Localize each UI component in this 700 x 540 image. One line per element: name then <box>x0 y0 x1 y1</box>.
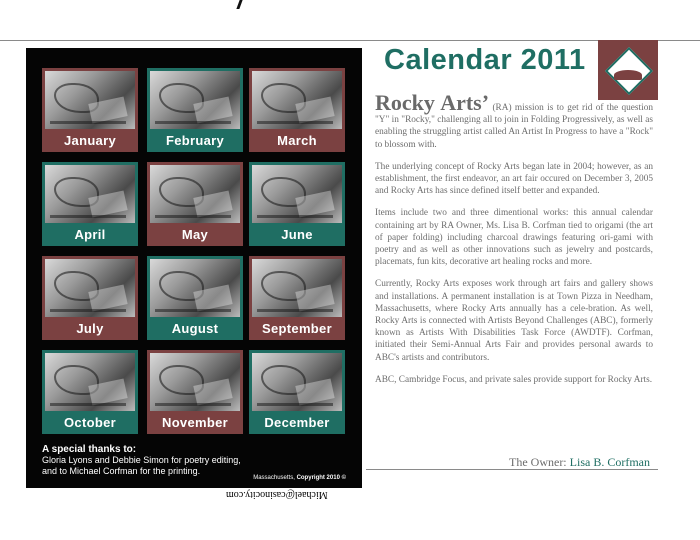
month-artwork <box>252 165 342 223</box>
top-edge-mark <box>236 0 242 9</box>
month-tile-october <box>42 350 138 434</box>
month-label: January <box>64 133 116 148</box>
paragraph-4: Currently, Rocky Arts exposes work through art fairs and gallery shows and installations. A permanent installation is at Town Pizza in Needham, Massachusetts, where Rocky Arts annually has a cele-bration. As well, Rocky Arts is connected with Artists Beyond Challenges (ABC), formerly known as Artists With Disabilities Task Force (AWDTF). Corfman, initiated their Semi-Annual Arts Fair and provides personal awards to ABC's artists and contributors. <box>375 279 653 363</box>
month-label: December <box>264 415 330 430</box>
copyright-label: Copyright 2010 © <box>296 475 346 481</box>
owner-signature <box>509 455 650 470</box>
thanks-line-2: and to Michael Corfman for the printing. <box>42 466 201 476</box>
month-tile-february <box>147 68 243 152</box>
page-title: Calendar 2011 <box>384 44 586 76</box>
month-tile-july <box>42 256 138 340</box>
artwork-shape <box>257 309 334 312</box>
month-artwork <box>45 353 135 411</box>
calendar-poster <box>26 48 362 488</box>
month-artwork <box>252 71 342 129</box>
month-label: April <box>74 227 106 242</box>
month-artwork <box>150 165 240 223</box>
artwork-shape <box>257 403 334 406</box>
top-divider <box>0 40 700 41</box>
month-artwork <box>150 71 240 129</box>
month-tile-april <box>42 162 138 246</box>
month-tile-september <box>249 256 345 340</box>
month-tile-january <box>42 68 138 152</box>
month-tile-december <box>249 350 345 434</box>
paragraph-5: ABC, Cambridge Focus, and private sales provide support for Rocky Arts. <box>375 374 653 385</box>
month-label: July <box>76 321 104 336</box>
month-label: February <box>165 133 225 148</box>
month-tile-may <box>147 162 243 246</box>
paragraph-3: Items include two and three dimentional works: this annual calendar containing art by RA Owner, Ms. Lisa B. Corfman tied to origami (the art of paper folding) including charcoal drawings featuring ori-gami with poetry and as well as other innovations such as jewelry and postcards, placemats, fun kits, decorative art healing rocks and more. <box>375 208 653 268</box>
month-artwork <box>252 259 342 317</box>
month-label: May <box>181 227 209 242</box>
month-artwork <box>252 353 342 411</box>
month-label: October <box>64 415 116 430</box>
month-label: September <box>262 321 332 336</box>
month-artwork <box>45 71 135 129</box>
month-artwork <box>150 259 240 317</box>
artwork-shape <box>50 309 127 312</box>
paragraph-mission <box>375 90 654 151</box>
month-tile-august <box>147 256 243 340</box>
copyright-note <box>253 475 346 481</box>
artwork-shape <box>50 215 127 218</box>
paragraph-2: The underlying concept of Rocky Arts began late in 2004; however, as an establishment, the first endeavor, an art fair occured on December 3, 2005 and Rocky Arts has since defined itself better and expanded. <box>375 161 653 197</box>
owner-prefix: The Owner: <box>509 455 567 469</box>
artwork-shape <box>257 215 334 218</box>
month-tile-june <box>249 162 345 246</box>
artwork-shape <box>155 215 232 218</box>
month-tile-november <box>147 350 243 434</box>
month-artwork <box>45 259 135 317</box>
artwork-shape <box>50 121 127 124</box>
rock-shape <box>614 70 642 80</box>
mission-text <box>375 90 654 396</box>
bottom-divider <box>366 469 658 470</box>
copyright-place: Massachusetts, <box>253 475 295 481</box>
month-artwork <box>150 353 240 411</box>
month-label: June <box>281 227 313 242</box>
paragraph-1-text: (RA) mission is to get rid of the question "Y" in "Rocky," challenging all to join in Folding Progressively, as well as enabling the struggling artist called An Artist In Progress to have a "Rock" to blossom with. <box>375 103 654 150</box>
artwork-shape <box>155 121 232 124</box>
artwork-shape <box>50 403 127 406</box>
month-artwork <box>45 165 135 223</box>
month-label: August <box>171 321 219 336</box>
rocky-arts-logo <box>598 40 658 100</box>
thanks-block <box>42 444 241 477</box>
artwork-shape <box>155 403 232 406</box>
lead-word: Rocky Arts’ <box>375 90 490 115</box>
month-tile-march <box>249 68 345 152</box>
artwork-shape <box>155 309 232 312</box>
thanks-heading: A special thanks to: <box>42 444 137 455</box>
thanks-line-1: Gloria Lyons and Debbie Simon for poetry editing, <box>42 455 241 465</box>
artwork-shape <box>257 121 334 124</box>
printer-email: Michael@casinocity.com <box>226 489 328 500</box>
month-label: March <box>277 133 317 148</box>
month-label: November <box>162 415 228 430</box>
owner-name: Lisa B. Corfman <box>569 455 650 469</box>
